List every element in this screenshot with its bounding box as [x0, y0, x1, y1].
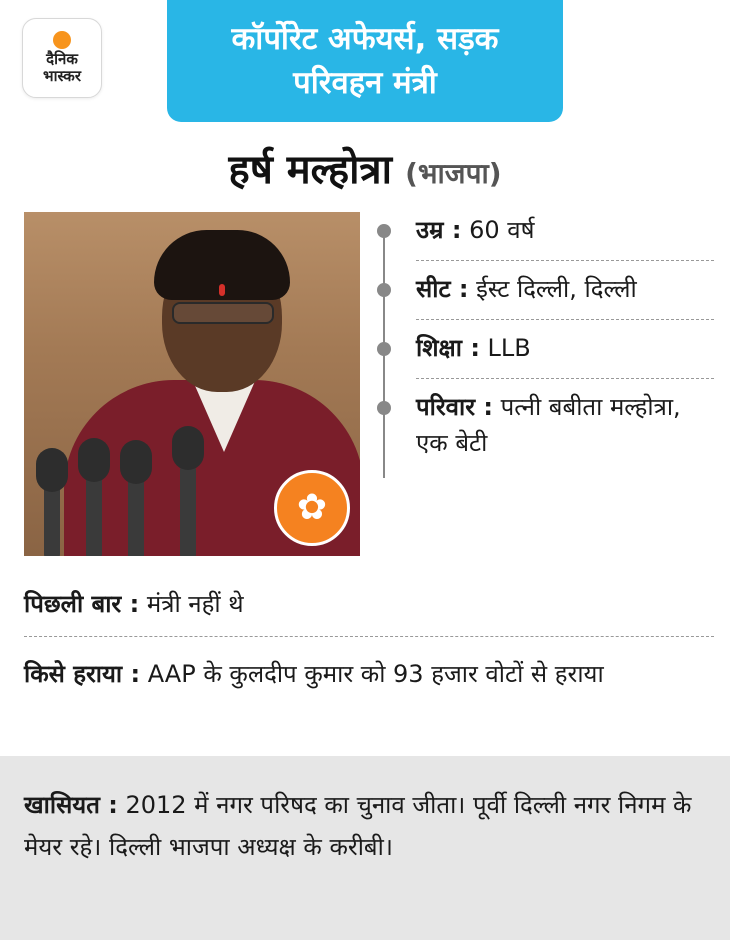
fact-label: सीट : [416, 275, 469, 303]
dainik-bhaskar-logo [22, 18, 102, 98]
previous-term [24, 584, 714, 624]
bullet-dot [377, 401, 391, 415]
divider [416, 260, 714, 261]
previous-value: मंत्री नहीं थे [139, 590, 244, 618]
fact-label: शिक्षा : [416, 334, 480, 362]
fact-value: 60 वर्ष [461, 216, 535, 244]
fact-label: परिवार : [416, 393, 493, 421]
defeated-opponent [24, 654, 714, 694]
fact-family [374, 389, 714, 461]
microphone-icon [36, 448, 68, 492]
bullet-dot [377, 342, 391, 356]
microphone-stand [180, 462, 196, 556]
fact-age [374, 212, 714, 248]
bjp-badge [274, 470, 350, 546]
microphone-icon [172, 426, 204, 470]
fact-value: LLB [479, 334, 531, 362]
glasses-shape [172, 302, 274, 324]
divider [24, 636, 714, 637]
speciality-value: 2012 में नगर परिषद का चुनाव जीता। पूर्वी दिल्ली नगर निगम के मेयर रहे। दिल्ली भाजपा अध्यक्ष के करीबी। [24, 791, 692, 861]
logo-line-2: भास्कर [43, 67, 81, 85]
name-row [0, 142, 730, 206]
party-name: (भाजपा) [405, 157, 502, 190]
divider [416, 378, 714, 379]
speciality-box [0, 756, 730, 940]
facts-list [374, 212, 714, 461]
person-name: हर्ष मल्होत्रा [228, 147, 392, 193]
microphone-icon [120, 440, 152, 484]
portrait-photo [24, 212, 360, 556]
ministry-banner [167, 0, 563, 122]
bullet-dot [377, 224, 391, 238]
microphone-stand [128, 474, 144, 556]
tilak-shape [219, 284, 225, 296]
logo-line-1: दैनिक [46, 50, 78, 68]
microphone-stand [44, 482, 60, 556]
fact-value: ईस्ट दिल्ली, दिल्ली [468, 275, 637, 303]
divider [416, 319, 714, 320]
microphone-stand [86, 472, 102, 556]
defeated-value: AAP के कुलदीप कुमार को 93 हजार वोटों से हराया [140, 660, 604, 688]
previous-label: पिछली बार : [24, 590, 140, 618]
ministry-title: कॉर्पोरेट अफेयर्स, सड़क परिवहन मंत्री [231, 21, 499, 101]
fact-education [374, 330, 714, 366]
fact-value: पत्नी बबीता मल्होत्रा, एक बेटी [416, 393, 681, 457]
sun-icon [53, 31, 71, 49]
lotus-icon: ✿ [296, 487, 328, 528]
defeated-label: किसे हराया : [24, 660, 141, 688]
fact-label: उम्र : [416, 216, 462, 244]
microphone-icon [78, 438, 110, 482]
bullet-dot [377, 283, 391, 297]
speciality-label: खासियत : [24, 791, 118, 819]
fact-seat [374, 271, 714, 307]
